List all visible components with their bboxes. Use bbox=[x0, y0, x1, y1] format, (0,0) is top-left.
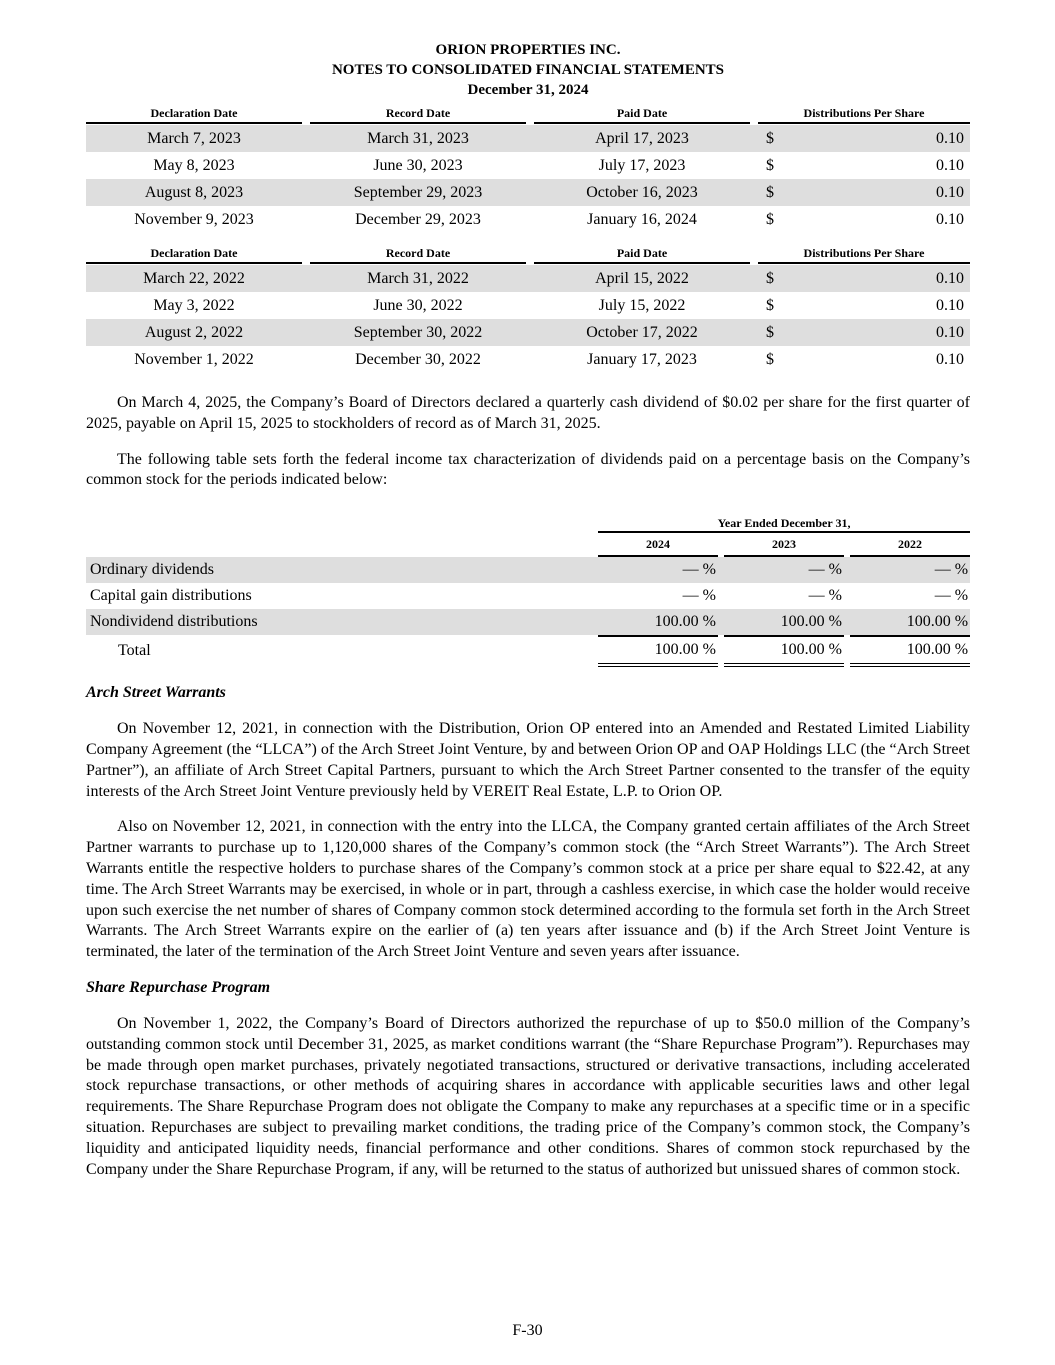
distributions-2022-table bbox=[86, 246, 970, 373]
record-date: March 31, 2023 bbox=[310, 125, 526, 152]
percent-value: — % bbox=[850, 557, 970, 583]
table-row bbox=[86, 346, 970, 373]
table-row bbox=[86, 265, 970, 292]
percent-value: 100.00 % bbox=[850, 609, 970, 635]
percent-value: 100.00 % bbox=[598, 609, 718, 635]
distribution-amount: 0.10 bbox=[936, 156, 964, 174]
paid-date: January 16, 2024 bbox=[587, 210, 697, 228]
percent-value: — % bbox=[808, 587, 842, 605]
distribution-amount: 0.10 bbox=[782, 125, 970, 152]
column-header: Distributions Per Share bbox=[758, 246, 970, 265]
distribution-amount: 0.10 bbox=[782, 179, 970, 206]
total-value: 100.00 % bbox=[724, 635, 844, 667]
currency-symbol: $ bbox=[758, 319, 782, 346]
distributions-2023-table bbox=[86, 106, 970, 233]
currency-symbol: $ bbox=[758, 179, 782, 206]
currency-symbol: $ bbox=[766, 156, 774, 174]
statement-date: December 31, 2024 bbox=[467, 82, 589, 98]
total-label: Total bbox=[118, 642, 151, 660]
total-value: 100.00 % bbox=[850, 635, 970, 667]
paid-date: April 17, 2023 bbox=[534, 125, 750, 152]
table-row bbox=[86, 179, 970, 206]
declaration-date: March 7, 2023 bbox=[86, 125, 302, 152]
distribution-amount: 0.10 bbox=[936, 296, 964, 314]
year-header: 2023 bbox=[724, 533, 844, 557]
table-row bbox=[86, 206, 970, 233]
total-row bbox=[86, 635, 970, 667]
column-header: Paid Date bbox=[534, 106, 750, 125]
column-header: Distributions Per Share bbox=[758, 106, 970, 125]
distribution-amount: 0.10 bbox=[936, 350, 964, 368]
column-header: Paid Date bbox=[534, 246, 750, 265]
percent-value: 100.00 % bbox=[724, 609, 844, 635]
paid-date: April 15, 2022 bbox=[534, 265, 750, 292]
column-header: Record Date bbox=[310, 106, 526, 125]
percent-value: — % bbox=[724, 557, 844, 583]
record-date: December 29, 2023 bbox=[355, 210, 481, 228]
column-header: Record Date bbox=[310, 246, 526, 265]
arch-street-warrants-heading: Arch Street Warrants bbox=[86, 684, 226, 702]
column-header: Declaration Date bbox=[86, 106, 302, 125]
paid-date: October 17, 2022 bbox=[534, 319, 750, 346]
table-row bbox=[86, 583, 970, 609]
table-row bbox=[86, 292, 970, 319]
table-row bbox=[86, 609, 970, 635]
percent-value: — % bbox=[598, 557, 718, 583]
row-label: Capital gain distributions bbox=[90, 587, 252, 605]
declaration-date: August 2, 2022 bbox=[86, 319, 302, 346]
declaration-date: November 1, 2022 bbox=[134, 350, 254, 368]
share-repurchase-paragraph: On November 1, 2022, the Company’s Board of Directors authorized the repurchase of up to $50.0 million of the Company’s outstanding common stock until December 31, 2025, as market conditions warrant (the “Share Repurchase Program”). Repurchases may be made through open market purchases, privately negotiated transactions, structured or derivative transactions, including accelerated stock repurchase transactions, or other methods of acquiring shares in accordance with applicable securities laws and other legal requirements. The Share Repurchase Program does not obligate the Company to make any repurchases at a specific time or in a specific situation. Repurchases are subject to prevailing market conditions, the trading price of the Company’s common stock, the Company’s liquidity and anticipated liquidity needs, financial performance and other conditions. Shares of common stock repurchased by the Company under the Share Repurchase Program, if any, will be returned to the status of authorized but unissued shares of common stock. bbox=[86, 1014, 970, 1178]
table-row bbox=[86, 152, 970, 179]
row-label: Nondividend distributions bbox=[86, 609, 598, 635]
declaration-date: August 8, 2023 bbox=[86, 179, 302, 206]
table-row bbox=[86, 319, 970, 346]
distribution-amount: 0.10 bbox=[782, 319, 970, 346]
currency-symbol: $ bbox=[758, 265, 782, 292]
distribution-amount: 0.10 bbox=[936, 210, 964, 228]
arch-street-paragraph-2: Also on November 12, 2021, in connection with the entry into the LLCA, the Company granted certain affiliates of the Arch Street Partner warrants to purchase up to 1,120,000 shares of the Company’s common stock (the “Arch Street Warrants”). The Arch Street Warrants entitle the respective holders to purchase shares of the Company’s common stock at a price per share equal to $22.42, at any time. The Arch Street Warrants may be exercised, in whole or in part, through a cashless exercise, in which case the holder would receive upon such exercise the net number of shares of Company common stock determined according to the formula set forth in the Arch Street Warrants. The Arch Street Warrants expire on the earlier of (a) ten years after issuance and (b) if the Arch Street Joint Venture is terminated, the later of the termination of the Arch Street Joint Venture and seven years after issuance. bbox=[86, 818, 970, 961]
currency-symbol: $ bbox=[766, 350, 774, 368]
currency-symbol: $ bbox=[766, 296, 774, 314]
arch-street-paragraph-1: On November 12, 2021, in connection with the Distribution, Orion OP entered into an Amended and Restated Limited Liability Company Agreement (the “LLCA”) of the Arch Street Joint Venture, by and between Orion OP and OAP Holdings LLC (the “Arch Street Partner”), an affiliate of Arch Street Capital Partners, pursuant to which the Arch Street Partner consented to the transfer of the equity interests of the Arch Street Joint Venture previously held by VEREIT Real Estate, L.P. to Orion OP. bbox=[86, 720, 970, 800]
year-header: 2022 bbox=[850, 533, 970, 557]
declaration-date: May 8, 2023 bbox=[153, 156, 235, 174]
tax-intro-paragraph: The following table sets forth the federal income tax characterization of dividends paid on a percentage basis on the Company’s common stock for the periods indicated below: bbox=[86, 450, 970, 489]
table-row bbox=[86, 557, 970, 583]
paid-date: July 17, 2023 bbox=[598, 156, 686, 174]
currency-symbol: $ bbox=[758, 125, 782, 152]
row-label: Ordinary dividends bbox=[86, 557, 598, 583]
tax-characterization-table bbox=[86, 513, 970, 667]
paid-date: July 15, 2022 bbox=[598, 296, 686, 314]
record-date: September 30, 2022 bbox=[310, 319, 526, 346]
paid-date: January 17, 2023 bbox=[587, 350, 697, 368]
document-page bbox=[86, 0, 970, 1180]
document-title: NOTES TO CONSOLIDATED FINANCIAL STATEMENTS bbox=[331, 62, 725, 78]
record-date: June 30, 2023 bbox=[373, 156, 463, 174]
paid-date: October 16, 2023 bbox=[534, 179, 750, 206]
total-value: 100.00 % bbox=[598, 635, 718, 667]
percent-value: — % bbox=[682, 587, 716, 605]
distribution-amount: 0.10 bbox=[782, 265, 970, 292]
share-repurchase-heading: Share Repurchase Program bbox=[86, 978, 271, 996]
dividend-2025-paragraph: On March 4, 2025, the Company’s Board of Directors declared a quarterly cash dividend of $0.02 per share for the first quarter of 2025, payable on April 15, 2025 to stockholders of record as of March 31, 2025. bbox=[86, 394, 970, 432]
currency-symbol: $ bbox=[766, 210, 774, 228]
declaration-date: November 9, 2023 bbox=[134, 210, 254, 228]
year-group-header: Year Ended December 31, bbox=[598, 513, 970, 533]
column-header: Declaration Date bbox=[86, 246, 302, 265]
table-row bbox=[86, 125, 970, 152]
record-date: March 31, 2022 bbox=[310, 265, 526, 292]
page-number: F-30 bbox=[512, 1322, 543, 1339]
record-date: September 29, 2023 bbox=[310, 179, 526, 206]
percent-value: — % bbox=[934, 587, 969, 605]
company-name: ORION PROPERTIES INC. bbox=[435, 42, 621, 58]
year-header: 2024 bbox=[598, 533, 718, 557]
record-date: December 30, 2022 bbox=[355, 350, 481, 368]
record-date: June 30, 2022 bbox=[373, 296, 463, 314]
declaration-date: March 22, 2022 bbox=[86, 265, 302, 292]
declaration-date: May 3, 2022 bbox=[153, 296, 235, 314]
